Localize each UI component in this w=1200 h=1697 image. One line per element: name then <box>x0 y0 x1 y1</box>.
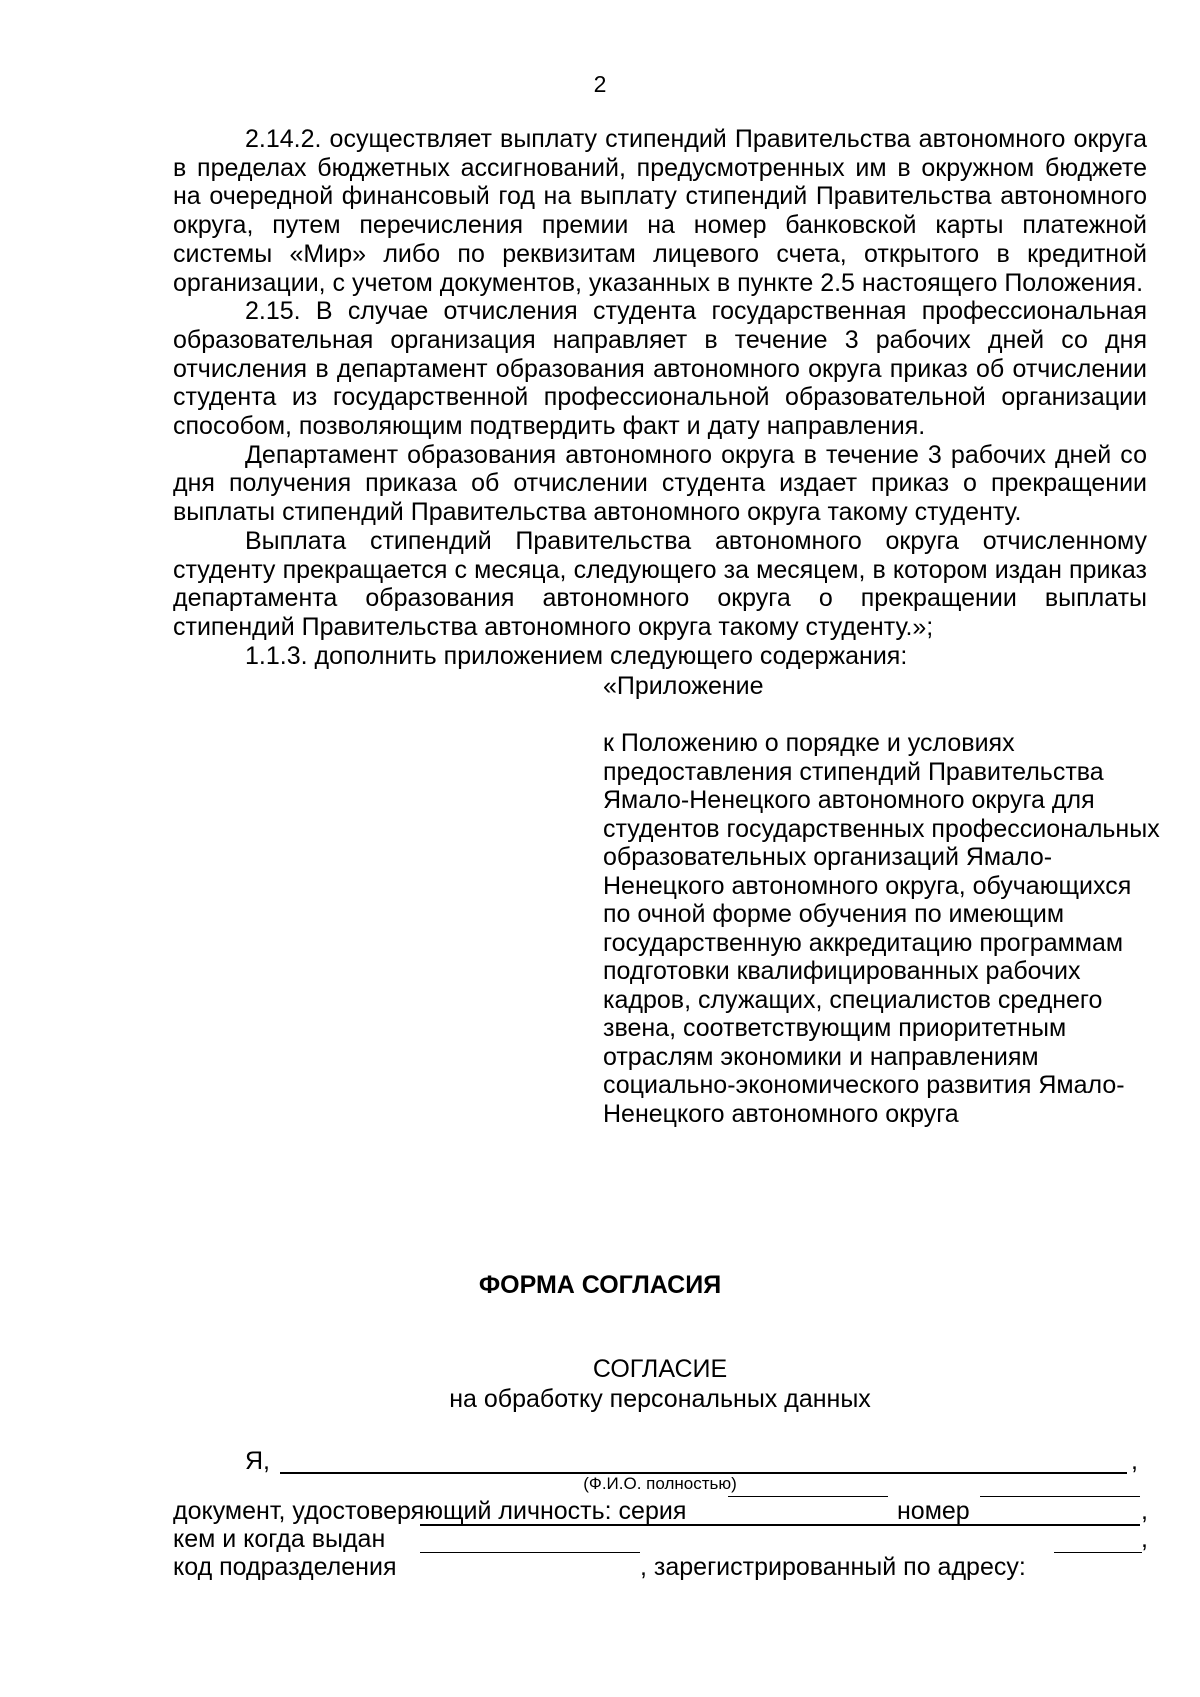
registered-label: , зарегистрированный по адресу: <box>640 1553 1026 1581</box>
series-blank-line[interactable] <box>728 1496 888 1497</box>
code-label: код подразделения <box>173 1553 397 1581</box>
issued-comma: , <box>1141 1525 1148 1553</box>
issued-label: кем и когда выдан <box>173 1525 386 1553</box>
address-blank-line[interactable] <box>1054 1552 1142 1553</box>
code-blank-line[interactable] <box>420 1552 640 1553</box>
issued-row <box>173 1524 1147 1554</box>
fio-label: Я, <box>245 1447 270 1475</box>
appendix-block <box>603 672 1163 1128</box>
code-row <box>173 1552 1147 1582</box>
issued-blank-line[interactable] <box>420 1524 1140 1526</box>
fio-caption: (Ф.И.О. полностью) <box>583 1474 737 1493</box>
consent-subtitle: на обработку персональных данных <box>449 1385 871 1413</box>
consent-title: СОГЛАСИЕ <box>592 1355 728 1383</box>
document-label: документ, удостоверяющий личность: серия <box>173 1497 687 1525</box>
number-blank-line[interactable] <box>980 1496 1140 1497</box>
form-title: ФОРМА СОГЛАСИЯ <box>478 1271 722 1299</box>
appendix-body: к Положению о порядке и условиях предоставления стипендий Правительства Ямало-Ненецкого автономного округа для студентов государственных профессиональных образовательных организаций Ямало-Ненецкого автономного округа, обучающихся по очной форме обучения по имеющим государственную аккредитацию программам подготовки квалифицированных рабочих кадров, служащих, специалистов среднего звена, соответствующим приоритетным отраслям экономики и направлениям социально-экономического развития Ямало-Ненецкого автономного округа <box>603 729 1160 1128</box>
document-body <box>173 125 1147 670</box>
paragraph-1-1-3: 1.1.3. дополнить приложением следующего содержания: <box>245 641 908 670</box>
fio-row <box>245 1446 1145 1476</box>
appendix-heading: «Приложение <box>603 672 764 700</box>
fio-comma: , <box>1131 1447 1138 1475</box>
paragraph-2-14-2: 2.14.2. осуществляет выплату стипендий Правительства автономного округа в пределах бюджетных ассигнований, предусмотренных им в окружном бюджете на очередной финансовый год на выплату стипендий Правительства автономного округа, путем перечисления премии на номер банковской карты платежной системы «Мир» либо по реквизитам лицевого счета, открытого в кредитной организации, с учетом документов, указанных в пункте 2.5 настоящего Положения. <box>173 125 1147 297</box>
paragraph-2-15: 2.15. В случае отчисления студента государственная профессиональная образовательная организация направляет в течение 3 рабочих дней со дня отчисления в департамент образования автономного округа приказ об отчислении студента из государственной профессиональной образовательной организации способом, позволяющим подтвердить факт и дату направления. <box>173 297 1147 441</box>
page-number: 2 <box>593 71 607 97</box>
document-comma: , <box>1141 1497 1148 1525</box>
number-label: номер <box>897 1497 970 1525</box>
paragraph-department: Департамент образования автономного округа в течение 3 рабочих дней со дня получения приказа об отчислении студента издает приказ о прекращении выплаты стипендий Правительства автономного округа такому студенту. <box>173 440 1147 527</box>
paragraph-payment-stop: Выплата стипендий Правительства автономного округа отчисленному студенту прекращается с месяца, следующего за месяцем, в котором издан приказ департамента образования автономного округа о прекращении выплаты стипендий Правительства автономного округа такому студенту.»; <box>173 526 1147 641</box>
document-row <box>173 1496 1147 1526</box>
